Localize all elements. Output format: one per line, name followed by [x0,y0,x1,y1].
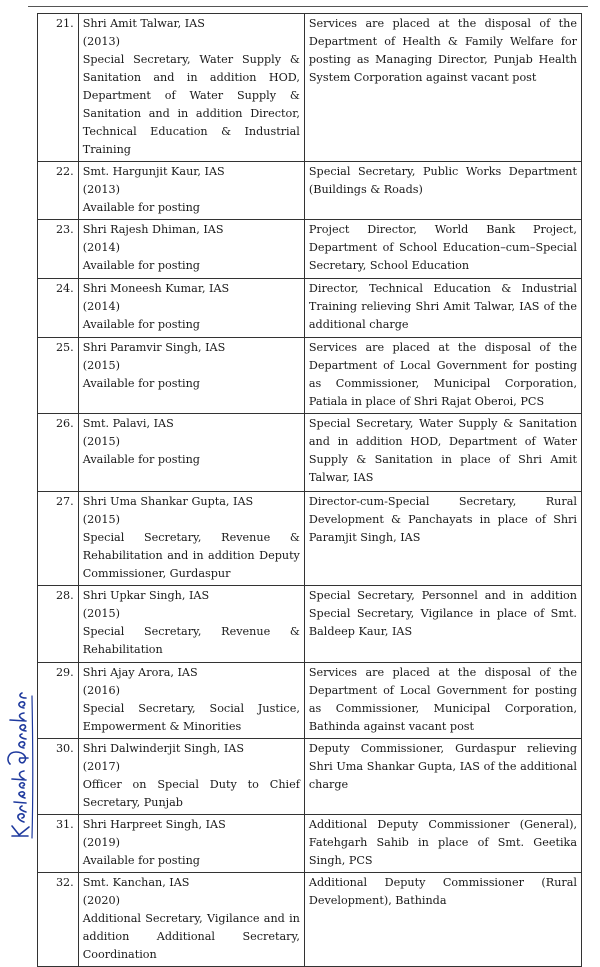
officer-cell [78,586,304,663]
table-row [38,739,582,815]
officer-batch: (2015) [82,359,120,372]
officer-batch: (2020) [82,894,120,907]
officer-name: Shri Upkar Singh, IAS [82,589,210,602]
new-posting: Special Secretary, Public Works Department (Buildings & Roads) [304,162,581,220]
new-posting: Additional Deputy Commissioner (General), Fatehgarh Sahib in place of Smt. Geetika Singh, PCS [304,815,581,873]
officer-cell [78,162,304,220]
new-posting: Project Director, World Bank Project, Department of School Education–cum–Special Secretary, School Education [304,220,581,279]
officer-current-post: Available for posting [82,259,200,272]
new-posting: Special Secretary, Personnel and in addition Special Secretary, Vigilance in place of Smt. Baldeep Kaur, IAS [304,586,581,663]
table-row [38,873,582,967]
new-posting: Deputy Commissioner, Gurdaspur relieving Shri Uma Shankar Gupta, IAS of the additional charge [304,739,581,815]
officer-batch: (2015) [82,607,120,620]
posting-orders-table [37,13,582,967]
officer-batch: (2016) [82,684,120,697]
officer-name: Shri Amit Talwar, IAS [82,17,205,30]
new-posting: Additional Deputy Commissioner (Rural Development), Bathinda [304,873,581,967]
officer-cell [78,815,304,873]
table-row [38,338,582,414]
table-body [38,14,582,967]
table-row [38,663,582,739]
officer-batch: (2014) [82,241,120,254]
officer-name: Shri Dalwinderjit Singh, IAS [82,742,244,755]
officer-current-post: Available for posting [82,201,200,214]
officer-current-post: Special Secretary, Revenue & Rehabilitation [82,625,300,656]
serial-number: 32. [38,873,79,967]
officer-cell [78,338,304,414]
table-row [38,586,582,663]
officer-batch: (2019) [82,836,120,849]
officer-current-post: Special Secretary, Water Supply & Sanitation and in addition HOD, Department of Water Supply & Sanitation and in addition Director, Technical Education & Industrial Training [82,53,300,156]
officer-cell [78,492,304,586]
table-row [38,162,582,220]
officer-current-post: Available for posting [82,318,200,331]
officer-batch: (2013) [82,183,120,196]
serial-number: 22. [38,162,79,220]
table-row [38,492,582,586]
officer-name: Smt. Kanchan, IAS [82,876,190,889]
serial-number: 30. [38,739,79,815]
serial-number: 21. [38,14,79,162]
officer-name: Shri Harpreet Singh, IAS [82,818,226,831]
officer-current-post: Available for posting [82,377,200,390]
new-posting: Director, Technical Education & Industrial Training relieving Shri Amit Talwar, IAS of the additional charge [304,279,581,338]
table-row [38,414,582,492]
officer-batch: (2014) [82,300,120,313]
officer-name: Shri Rajesh Dhiman, IAS [82,223,224,236]
table-row [38,14,582,162]
officer-name: Shri Moneesh Kumar, IAS [82,282,230,295]
officer-cell [78,220,304,279]
officer-current-post: Special Secretary, Social Justice, Empowerment & Minorities [82,702,300,733]
officer-name: Smt. Hargunjit Kaur, IAS [82,165,225,178]
new-posting: Services are placed at the disposal of the Department of Local Government for posting as Commissioner, Municipal Corporation, Patiala in place of Shri Rajat Oberoi, PCS [304,338,581,414]
officer-name: Shri Uma Shankar Gupta, IAS [82,495,254,508]
new-posting: Services are placed at the disposal of the Department of Health & Family Welfare for posting as Managing Director, Punjab Health System Corporation against vacant post [304,14,581,162]
handwritten-signature [2,690,38,840]
table-row [38,220,582,279]
officer-batch: (2015) [82,435,120,448]
serial-number: 23. [38,220,79,279]
serial-number: 29. [38,663,79,739]
officer-current-post: Additional Secretary, Vigilance and in addition Additional Secretary, Coordination [82,912,300,961]
serial-number: 27. [38,492,79,586]
officer-cell [78,663,304,739]
officer-cell [78,873,304,967]
serial-number: 24. [38,279,79,338]
serial-number: 25. [38,338,79,414]
table-row [38,815,582,873]
serial-number: 26. [38,414,79,492]
serial-number: 28. [38,586,79,663]
officer-name: Shri Ajay Arora, IAS [82,666,198,679]
officer-name: Smt. Palavi, IAS [82,417,174,430]
officer-current-post: Officer on Special Duty to Chief Secretary, Punjab [82,778,300,809]
officer-batch: (2017) [82,760,120,773]
top-rule [28,6,588,7]
officer-current-post: Available for posting [82,854,200,867]
officer-current-post: Available for posting [82,453,200,466]
officer-cell [78,279,304,338]
officer-batch: (2013) [82,35,120,48]
officer-cell [78,739,304,815]
new-posting: Director-cum-Special Secretary, Rural Development & Panchayats in place of Shri Paramjit Singh, IAS [304,492,581,586]
serial-number: 31. [38,815,79,873]
officer-name: Shri Paramvir Singh, IAS [82,341,226,354]
new-posting: Services are placed at the disposal of the Department of Local Government for posting as Commissioner, Municipal Corporation, Bathinda against vacant post [304,663,581,739]
officer-cell [78,414,304,492]
new-posting: Special Secretary, Water Supply & Sanitation and in addition HOD, Department of Water Supply & Sanitation in place of Shri Amit Talwar, IAS [304,414,581,492]
officer-current-post: Special Secretary, Revenue & Rehabilitation and in addition Deputy Commissioner, Gurdaspur [82,531,300,580]
table-row [38,279,582,338]
officer-cell [78,14,304,162]
officer-batch: (2015) [82,513,120,526]
